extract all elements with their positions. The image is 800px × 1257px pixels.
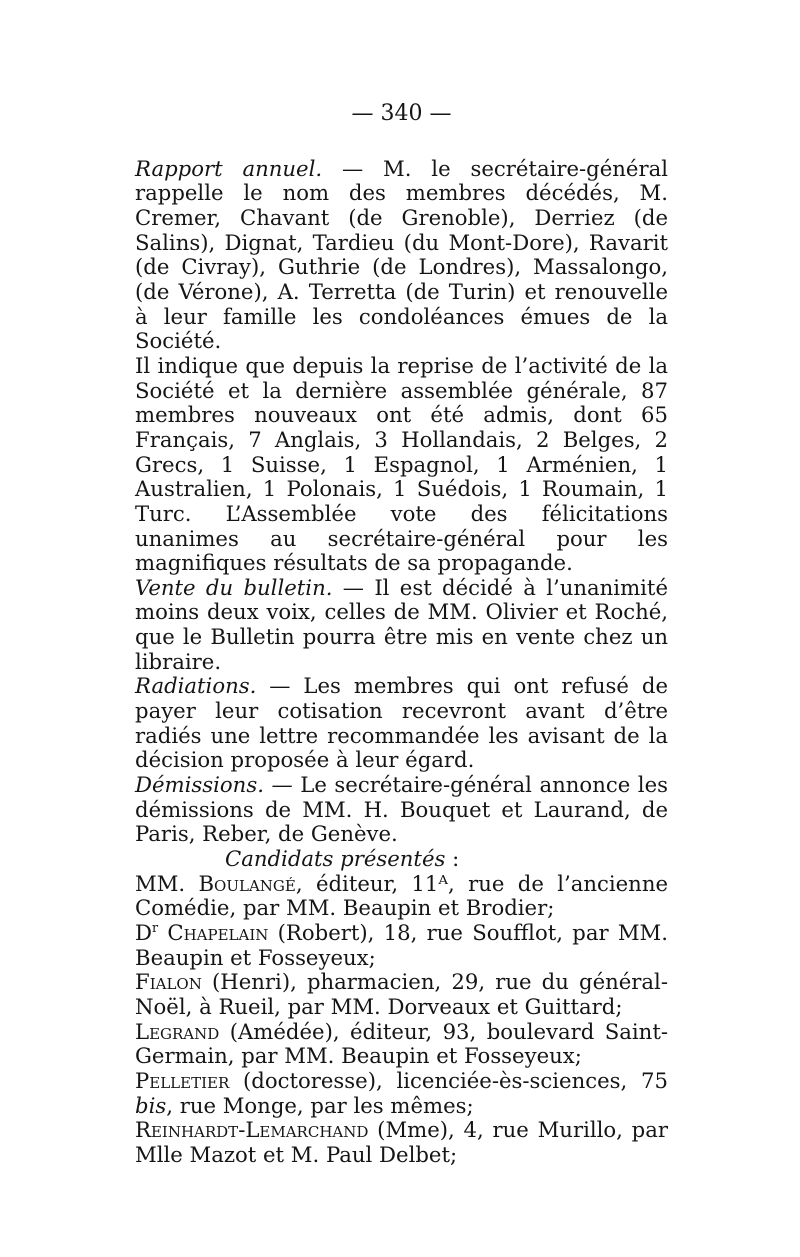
- candidate-prefix-sup: r: [152, 919, 159, 935]
- candidats-heading-suffix: :: [445, 846, 460, 872]
- candidate-name: Pelletier: [135, 1067, 230, 1093]
- candidate-entry: [135, 921, 668, 970]
- candidats-heading: [135, 847, 668, 872]
- rapport-paragraph: [135, 157, 668, 354]
- candidate-entry: [135, 1118, 668, 1167]
- admissions-text: Il indique que depuis la reprise de l’activité de la Société et la dernière assemblée générale, 87 membres nouveaux ont été admis, dont 65 Français, 7 Anglais, 3 Hollandais, 2 Belges, 2 Grecs, 1 Suisse, 1 Espagnol, 1 Arménien, 1 Australien, 1 Polonais, 1 Suédois, 1 Roumain, 1 Turc. L’Assemblée vote des félicitations unanimes au secrétaire-général pour les magnifiques résultats de sa propagande.: [135, 352, 668, 576]
- demissions-title: Démissions.: [135, 772, 264, 798]
- candidats-heading-text: Candidats présentés: [225, 846, 446, 872]
- candidate-text: (Henri), pharmacien, 29, rue du général-Noël, à Rueil, par MM. Dorveaux et Guittard;: [135, 969, 668, 1019]
- candidate-entry: [135, 970, 668, 1019]
- candidate-text: (Robert), 18, rue Soufflot, par MM. Beaupin et Fosseyeux;: [135, 920, 668, 970]
- candidate-text: (Mme), 4, rue Murillo, par Mlle Mazot et M. Paul Delbet;: [135, 1117, 668, 1167]
- radiations-title: Radiations.: [135, 673, 257, 699]
- candidate-name: Chapelain: [167, 920, 269, 945]
- candidate-name: Reinhardt-Lemarchand: [135, 1117, 369, 1143]
- candidate-entry: [135, 1069, 668, 1118]
- radiations-paragraph: [135, 674, 668, 773]
- candidate-text: , éditeur, 11ᴬ, rue de l’ancienne Comédie, par MM. Beaupin et Brodier;: [135, 870, 669, 921]
- admissions-paragraph: [135, 354, 668, 576]
- candidate-text-after: , rue Monge, par les mêmes;: [166, 1092, 474, 1118]
- candidate-text: (Amédée), éditeur, 93, boulevard Saint-Germain, par MM. Beaupin et Fosseyeux;: [135, 1018, 668, 1069]
- radiations-text: — Les membres qui ont refusé de payer leur cotisation recevront avant d’être radiés une lettre recommandée les avisant de la décision proposée à leur égard.: [135, 673, 668, 773]
- candidate-text: (doctoresse), licenciée-ès-sciences, 75: [229, 1067, 668, 1093]
- candidate-prefix: MM.: [135, 870, 199, 896]
- candidate-name: Boulangé: [198, 870, 296, 896]
- demissions-paragraph: [135, 773, 668, 847]
- vente-title: Vente du bulletin.: [135, 574, 333, 600]
- document-page: [135, 102, 668, 1168]
- candidate-name: Fialon: [135, 969, 202, 995]
- vente-text: — Il est décidé à l’unanimité moins deux voix, celles de MM. Olivier et Roché, que le Bulletin pourra être mis en vente chez un libraire.: [135, 574, 668, 674]
- page-number: — 340 —: [351, 101, 452, 126]
- candidate-entry: [135, 1020, 668, 1069]
- candidate-prefix: D: [135, 920, 152, 945]
- demissions-text: — Le secrétaire-général annonce les démissions de MM. H. Bouquet et Laurand, de Paris, Reber, de Genève.: [135, 772, 668, 847]
- rapport-title: Rapport annuel.: [135, 155, 323, 181]
- rapport-text: — M. le secrétaire-général rappelle le nom des membres décédés, M. Cremer, Chavant (de Grenoble), Derriez (de Salins), Dignat, Tardieu (du Mont-Dore), Ravarit (de Civray), Guthrie (de Londres), Massalongo, (de Vérone), A. Terretta (de Turin) et renouvelle à leur famille les condoléances émues de la Société.: [135, 155, 669, 354]
- candidate-italic: bis: [135, 1092, 167, 1118]
- candidate-entry: [135, 872, 668, 921]
- candidate-name: Legrand: [135, 1018, 220, 1044]
- vente-paragraph: [135, 576, 668, 675]
